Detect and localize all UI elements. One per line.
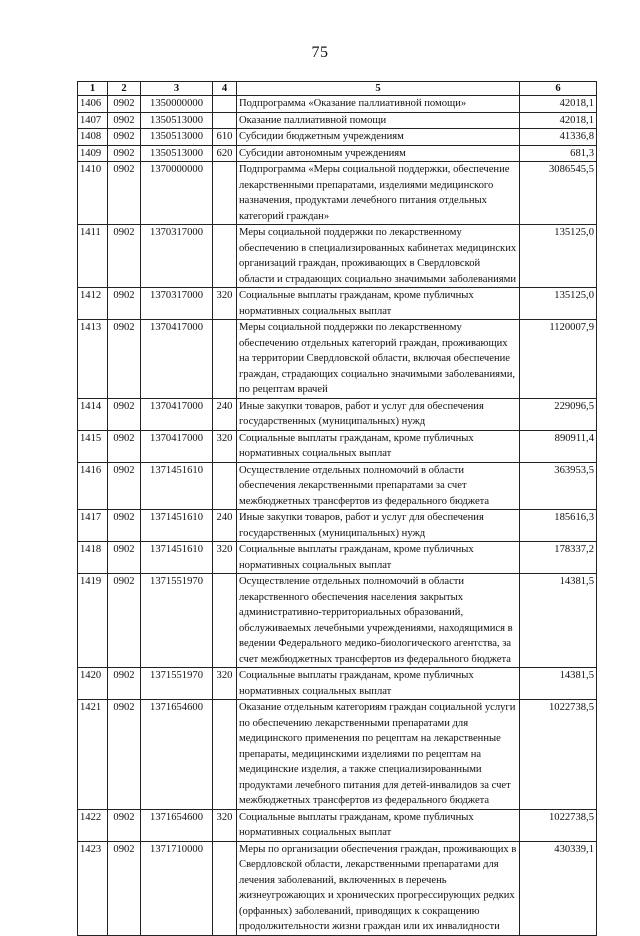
description-cell: Меры социальной поддержки по лекарственному обеспечению отдельных категорий граждан, проживающих на территории Свердловской области, включая обеспечение граждан, страдающих социально значимыми заболеваниями, по рецептам врачей [237,320,520,399]
amount-cell: 178337,2 [520,542,597,574]
description-cell: Оказание отдельным категориям граждан социальной услуги по обеспечению лекарственными препаратами для медицинского применения по рецептам на лекарственные препараты, медицинскими изделиями по рецептам на медицинские изделия, а также специализированными продуктами лечебного питания для детей-инвалидов за счет межбюджетных трансфертов из федерального бюджета [237,700,520,810]
target-article-cell: 1371654600 [141,700,213,810]
section-code-cell: 0902 [108,542,141,574]
expense-type-cell [213,841,237,935]
row-number-cell: 1419 [78,574,108,668]
column-header: 1 [78,82,108,96]
amount-cell: 890911,4 [520,430,597,462]
amount-cell: 185616,3 [520,510,597,542]
amount-cell: 229096,5 [520,398,597,430]
table-row [78,320,597,399]
expense-type-cell [213,574,237,668]
target-article-cell: 1350000000 [141,96,213,113]
page-number: 75 [311,44,329,61]
description-cell: Подпрограмма «Меры социальной поддержки, обеспечение лекарственными препаратами, изделиями медицинского назначения, продуктами лечебного питания отдельных категорий граждан» [237,162,520,225]
description-cell: Субсидии бюджетным учреждениям [237,129,520,146]
row-number-cell: 1411 [78,225,108,288]
expense-type-cell: 320 [213,542,237,574]
table-row [78,112,597,129]
target-article-cell: 1350513000 [141,129,213,146]
table-row [78,225,597,288]
row-number-cell: 1413 [78,320,108,399]
table-header-row [78,82,597,96]
table-body [78,96,597,936]
section-code-cell: 0902 [108,700,141,810]
description-cell: Социальные выплаты гражданам, кроме публичных нормативных социальных выплат [237,288,520,320]
row-number-cell: 1417 [78,510,108,542]
row-number-cell: 1407 [78,112,108,129]
section-code-cell: 0902 [108,112,141,129]
column-header: 5 [237,82,520,96]
amount-cell: 135125,0 [520,288,597,320]
table-row [78,809,597,841]
table-row [78,398,597,430]
description-cell: Социальные выплаты гражданам, кроме публичных нормативных социальных выплат [237,430,520,462]
description-cell: Социальные выплаты гражданам, кроме публичных нормативных социальных выплат [237,542,520,574]
target-article-cell: 1371710000 [141,841,213,935]
expense-type-cell: 320 [213,430,237,462]
expense-type-cell [213,320,237,399]
expense-type-cell: 320 [213,288,237,320]
section-code-cell: 0902 [108,162,141,225]
description-cell: Оказание паллиативной помощи [237,112,520,129]
table-row [78,841,597,935]
amount-cell: 135125,0 [520,225,597,288]
table-row [78,542,597,574]
expense-type-cell [213,112,237,129]
column-header: 3 [141,82,213,96]
target-article-cell: 1370417000 [141,430,213,462]
amount-cell: 430339,1 [520,841,597,935]
table-row [78,462,597,510]
section-code-cell: 0902 [108,288,141,320]
amount-cell: 3086545,5 [520,162,597,225]
expense-type-cell [213,700,237,810]
target-article-cell: 1371451610 [141,462,213,510]
column-header: 6 [520,82,597,96]
row-number-cell: 1410 [78,162,108,225]
section-code-cell: 0902 [108,462,141,510]
table-row [78,510,597,542]
amount-cell: 14381,5 [520,668,597,700]
table-row [78,430,597,462]
description-cell: Меры по организации обеспечения граждан, проживающих в Свердловской области, лекарственными препаратами для лечения заболеваний, включенных в перечень жизнеугрожающих и хронических прогрессирующих редких (орфанных) заболеваний, приводящих к сокращению продолжительности жизни граждан или их инвалидности [237,841,520,935]
amount-cell: 14381,5 [520,574,597,668]
section-code-cell: 0902 [108,430,141,462]
description-cell: Подпрограмма «Оказание паллиативной помощи» [237,96,520,113]
section-code-cell: 0902 [108,398,141,430]
table-row [78,129,597,146]
target-article-cell: 1371451610 [141,542,213,574]
table-row [78,668,597,700]
column-header: 2 [108,82,141,96]
section-code-cell: 0902 [108,145,141,162]
target-article-cell: 1370317000 [141,288,213,320]
target-article-cell: 1371451610 [141,510,213,542]
expense-type-cell [213,162,237,225]
row-number-cell: 1414 [78,398,108,430]
section-code-cell: 0902 [108,841,141,935]
amount-cell: 363953,5 [520,462,597,510]
row-number-cell: 1418 [78,542,108,574]
amount-cell: 41336,8 [520,129,597,146]
expense-type-cell: 240 [213,398,237,430]
row-number-cell: 1409 [78,145,108,162]
row-number-cell: 1421 [78,700,108,810]
row-number-cell: 1412 [78,288,108,320]
target-article-cell: 1370317000 [141,225,213,288]
description-cell: Меры социальной поддержки по лекарственному обеспечению в специализированных кабинетах медицинских организаций граждан, проживающих в Свердловской области и страдающих социально значимыми заболеваниями [237,225,520,288]
target-article-cell: 1370417000 [141,398,213,430]
section-code-cell: 0902 [108,809,141,841]
description-cell: Социальные выплаты гражданам, кроме публичных нормативных социальных выплат [237,809,520,841]
amount-cell: 42018,1 [520,96,597,113]
column-header: 4 [213,82,237,96]
amount-cell: 42018,1 [520,112,597,129]
amount-cell: 1022738,5 [520,700,597,810]
target-article-cell: 1350513000 [141,145,213,162]
table-row [78,288,597,320]
section-code-cell: 0902 [108,225,141,288]
description-cell: Социальные выплаты гражданам, кроме публичных нормативных социальных выплат [237,668,520,700]
description-cell: Иные закупки товаров, работ и услуг для обеспечения государственных (муниципальных) нужд [237,510,520,542]
description-cell: Осуществление отдельных полномочий в области лекарственного обеспечения населения закрытых административно-территориальных образований, обслуживаемых лечебными учреждениями, находящимися в ведении Федерального медико-биологического агентства, за счет межбюджетных трансфертов из федерального бюджета [237,574,520,668]
target-article-cell: 1371654600 [141,809,213,841]
target-article-cell: 1350513000 [141,112,213,129]
section-code-cell: 0902 [108,668,141,700]
target-article-cell: 1370000000 [141,162,213,225]
section-code-cell: 0902 [108,320,141,399]
section-code-cell: 0902 [108,510,141,542]
section-code-cell: 0902 [108,129,141,146]
budget-table [77,81,597,936]
row-number-cell: 1406 [78,96,108,113]
table-row [78,162,597,225]
amount-cell: 681,3 [520,145,597,162]
expense-type-cell [213,96,237,113]
table-row [78,574,597,668]
expense-type-cell: 610 [213,129,237,146]
expense-type-cell [213,225,237,288]
description-cell: Иные закупки товаров, работ и услуг для обеспечения государственных (муниципальных) нужд [237,398,520,430]
section-code-cell: 0902 [108,96,141,113]
description-cell: Осуществление отдельных полномочий в области обеспечения лекарственными препаратами за счет межбюджетных трансфертов из федерального бюджета [237,462,520,510]
target-article-cell: 1370417000 [141,320,213,399]
expense-type-cell: 320 [213,668,237,700]
row-number-cell: 1408 [78,129,108,146]
row-number-cell: 1416 [78,462,108,510]
expense-type-cell: 240 [213,510,237,542]
row-number-cell: 1423 [78,841,108,935]
expense-type-cell [213,462,237,510]
amount-cell: 1120007,9 [520,320,597,399]
table-row [78,96,597,113]
row-number-cell: 1415 [78,430,108,462]
amount-cell: 1022738,5 [520,809,597,841]
target-article-cell: 1371551970 [141,574,213,668]
row-number-cell: 1420 [78,668,108,700]
expense-type-cell: 620 [213,145,237,162]
description-cell: Субсидии автономным учреждениям [237,145,520,162]
expense-type-cell: 320 [213,809,237,841]
section-code-cell: 0902 [108,574,141,668]
target-article-cell: 1371551970 [141,668,213,700]
row-number-cell: 1422 [78,809,108,841]
table-row [78,700,597,810]
table-row [78,145,597,162]
